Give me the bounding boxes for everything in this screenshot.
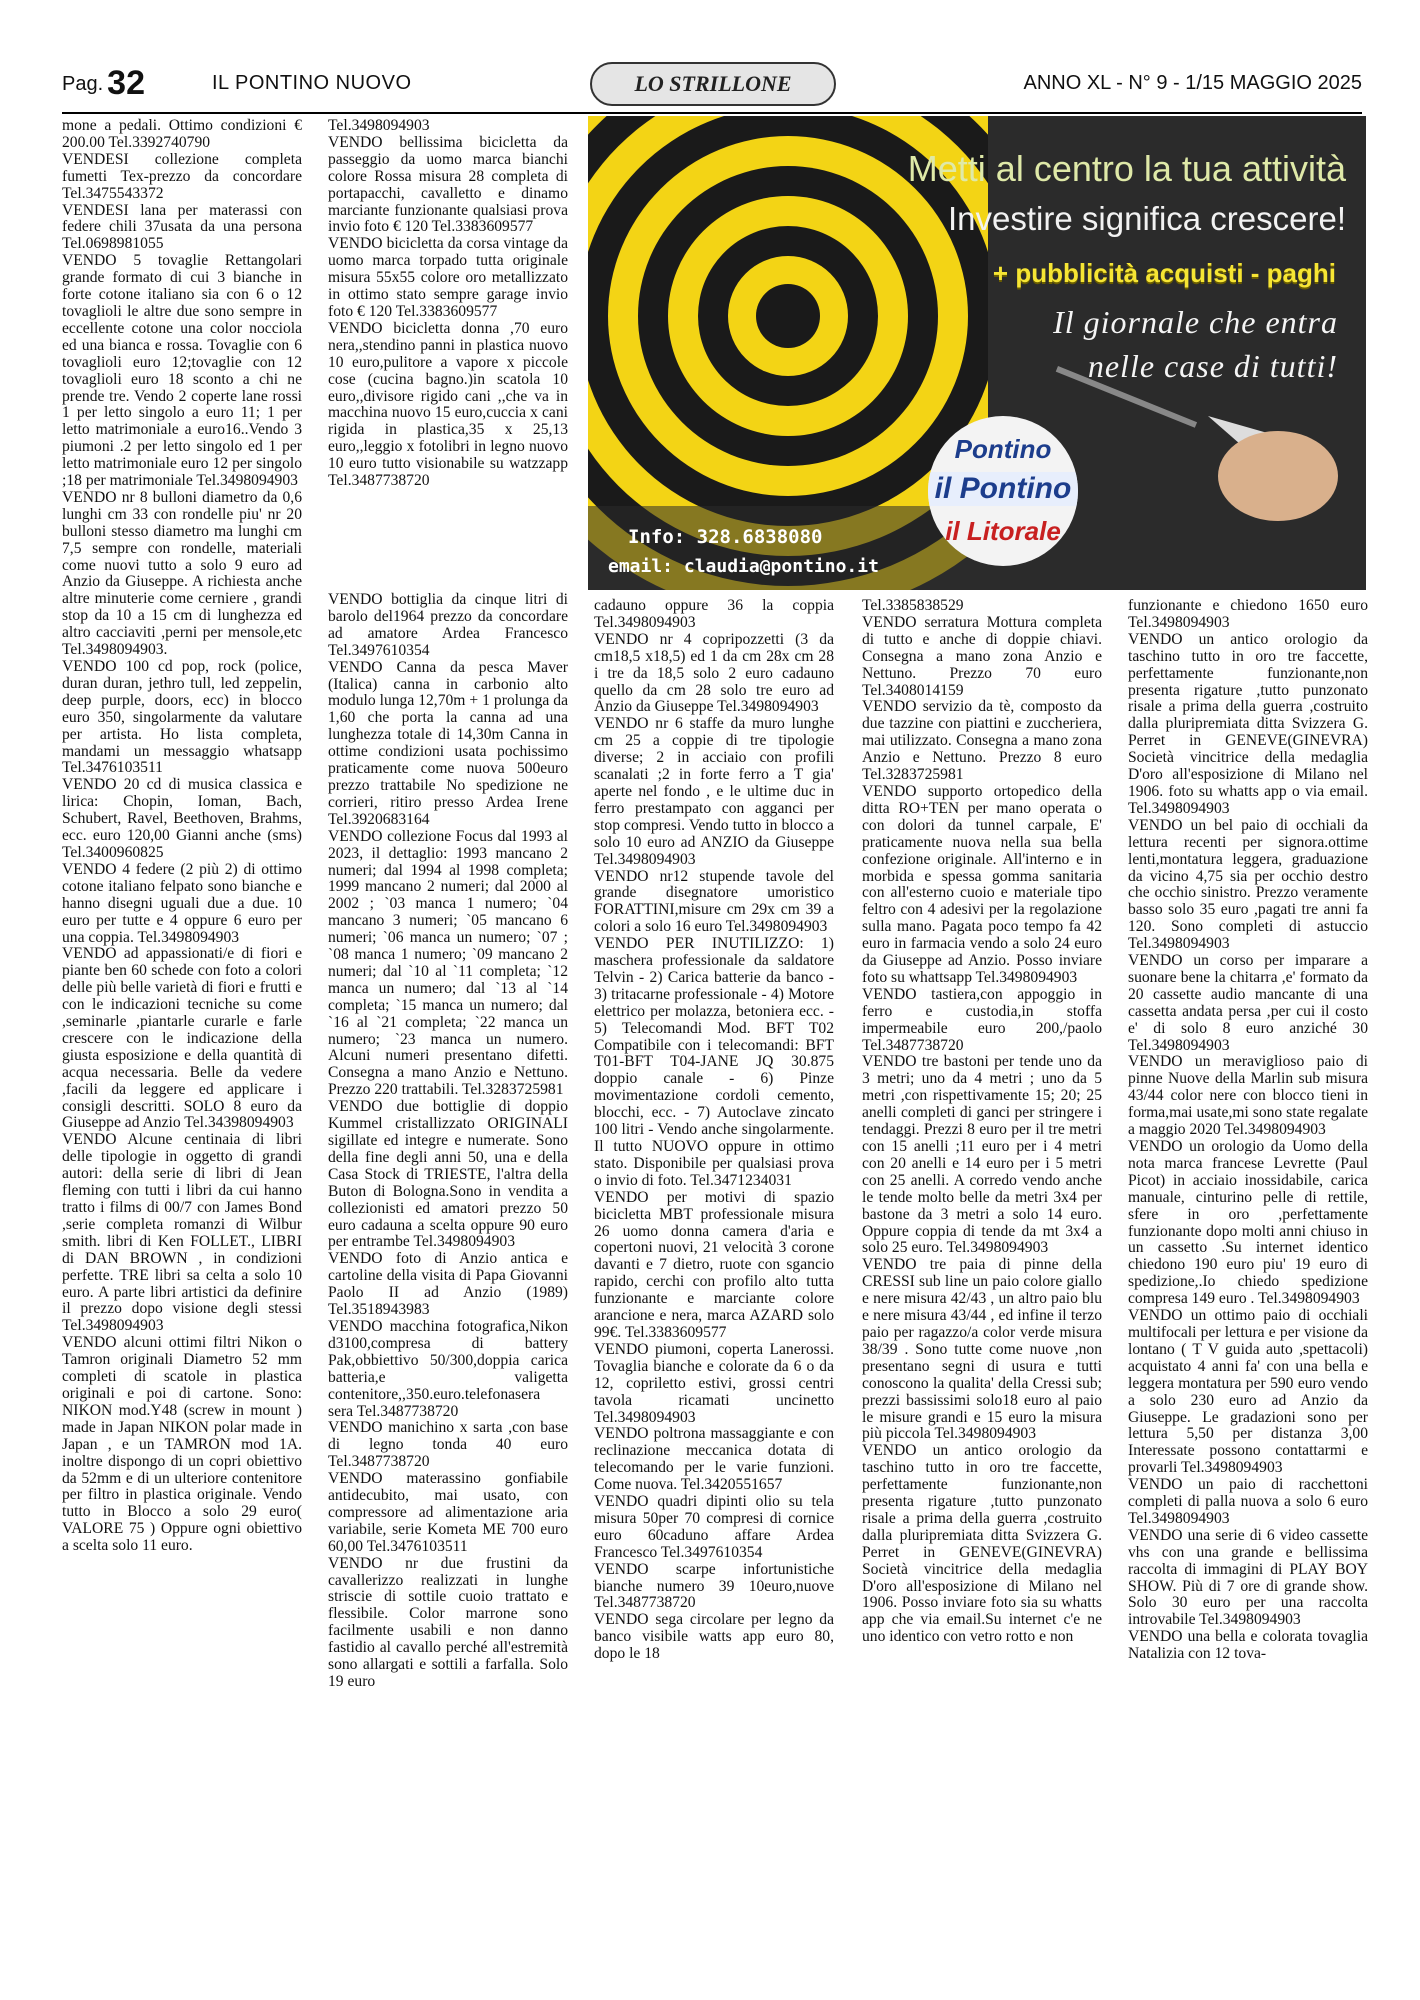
page-header: [62, 62, 1362, 108]
classified-column-5: funzionante e chiedono 1650 euro Tel.3498094903 VENDO un antico orologio da taschino tutto in oro tre faccette, perfettamente funzionante,non presenta rigature ,tutto punzonato risale a prima della guerra ,costruito dalla pluripremiata ditta Svizzera G. Perret in GENEVE(GINEVRA) Società vincitrice della medaglia D'oro all'esposizione di Milano nel 1906. foto su whatts app o via email. Tel.3498094903 VENDO un bel paio di occhiali da lettura recenti per signora.ottime lenti,montatura leggera, graduazione da vicino 4,75 sia per occhio destro che occhio sinistro. Prezzo veramente basso solo 35 euro ,pagati tre anni fa 120. Sono completi di astuccio Tel.3498094903 VENDO un corso per imparare a suonare bene la chitarra ,e' formato da 20 cassette audio mancante di una cassetta andata persa ,per cui il costo e' di solo 8 euro anziché 30 Tel.3498094903 VENDO un meraviglioso paio di pinne Nuove della Marlin sub misura 43/44 color nere con blocco tieni in forma,mai usate,mi sono state regalate a maggio 2020 Tel.3498094903 VENDO un orologio da Uomo della nota marca francese Levrette (Paul Picot) in acciaio inossidabile, carica manuale, cinturino pelle di rettile, sfere in oro ,perfettamente funzionante dopo molti anni chiuso in un cassetto .Su internet identico chiedono 190 euro piu' 19 euro di spedizione,.Io chiedo spedizione compresa 149 euro . Tel.3498094903 VENDO un ottimo paio di occhiali multifocali per lettura e per visione da lontano ( T V guida auto ,spettacoli) acquistato 4 anni fa' con una bella e leggera montatura per 590 euro vendo a solo 230 euro ad Anzio da Giuseppe. Le gradazioni sono per lettura 5,50 per distanza 3,00 Interessate possono contattarmi e provarli Tel.3498094903 VENDO un paio di racchettoni completi di palla nuova a solo 6 euro Tel.3498094903 VENDO una serie di 6 video cassette vhs con una grande e bellissima raccolta di immagini di PLAY BOY SHOW. Più di 7 ore di grande show. Solo 30 euro per una raccolta introvabile Tel.3498094903 VENDO una bella e colorata tovaglia Natalizia con 12 tova-: [1128, 598, 1368, 1663]
advertisement-banner: [588, 116, 1366, 590]
magazine-title-3: il Litorale: [945, 516, 1061, 546]
classified-column-3: cadauno oppure 36 la coppia Tel.3498094903 VENDO nr 4 copripozzetti (3 da cm18,5 x18,5) ed 1 da cm 28x cm 28 i tre da 18,5 solo 2 euro cadauno quello da cm 28 solo tre euro ad Anzio da Giuseppe Tel.3498094903 VENDO nr 6 staffe da muro lunghe cm 25 a coppie di tre tipologie diverse; 2 in acciaio con profili scanalati ;2 in forte ferro a T gia' aperte nel fondo , e le ultime duc in ferro prestampato con agganci per stop compresi. Vendo tutto in blocco a solo 10 euro ad ANZIO da Giuseppe Tel.3498094903 VENDO nr12 stupende tavole del grande disegnatore umoristico FORATTINI,misure cm 29x cm 39 a colori a solo 16 euro Tel.3498094903 VENDO PER INUTILIZZO: 1) maschera professionale da saldatore Telvin - 2) Carica batterie da banco - 3) tritacarne professionale - 4) Motore elettrico per molazza, betoniera ecc. - 5) Telecomandi Mod. BFT T02 Compatibile con i telecomandi: BFT T01-BFT T04-JANE JQ 30.875 doppio canale - 6) Pinze movimentazione cordoli cemento, blocchi, ecc. - 7) Autoclave zincato 100 litri - Vendo anche singolarmente. Il tutto NUOVO oppure in ottimo stato. Disponibile per qualsiasi prova o invio di foto. Tel.3471234031 VENDO per motivi di spazio bicicletta MBT professionale misura 26 uomo donna camera d'aria e copertoni nuovi, 21 velocità 3 corone davanti e 7 dietro, ruote con sgancio rapido, cerchi con profilo alto tutta funzionante e marciante colore arancione e nera, marca AZARD solo 99€. Tel.3383609577 VENDO piumoni, coperta Lanerossi. Tovaglia bianche e colorate da 6 o da 12, copriletto estivi, grossi centri tavola ricamati uncinetto Tel.3498094903 VENDO poltrona massaggiante e con reclinazione meccanica dotata di telecomando per le varie funzioni. Come nuova. Tel.3420551657 VENDO quadri dipinti olio su tela misura 50per 70 compresi di cornice euro 60caduno affare Ardea Francesco Tel.3497610354 VENDO scarpe infortunistiche bianche numero 39 10euro,nuove Tel.3487738720 VENDO sega circolare per legno da banco visibile watts app euro 80, dopo le 18: [594, 598, 834, 1663]
lo-strillone-logo: LO STRILLONE: [590, 62, 836, 106]
pag-label: Pag.: [62, 73, 104, 95]
magazine-covers-image: [928, 416, 1078, 566]
page-number-label: [62, 64, 149, 103]
issue-info: ANNO XL - N° 9 - 1/15 MAGGIO 2025: [1023, 72, 1362, 94]
classified-column-1: mone a pedali. Ottimo condizioni € 200.00 Tel.3392740790 VENDESI collezione completa fumetti Tex-prezzo da concordare Tel.3475543372 VENDESI lana per materassi con federe chili 37usata da una persona Tel.0698981055 VENDO 5 tovaglie Rettangolari grande formato di cui 3 bianche in forte cotone italiano sia con 6 o 12 tovaglioli le altre due sono sempre in eccellente cotone una color nocciola ed una bianca e rossa. Tovaglie con 6 tovaglioli euro 12;tovaglie con 12 tovaglioli euro 18 sconto a chi ne prende tre. Vendo 2 coperte lane rossi 1 per letto singolo a euro 11; 1 per letto matrimoniale a euro16..Vendo 3 piumoni .2 per letto singolo ed 1 per letto matrimoniale euro 12 per singolo ;18 per matrimoniale Tel.3498094903 VENDO nr 8 bulloni diametro da 0,6 lunghi cm 33 con rondelle piu' nr 20 bulloni stesso diametro ma lunghi cm 7,5 sempre con rondelle, materiali come nuovi tutto a solo 9 euro ad Anzio da Giuseppe. A richiesta anche altre minuterie come cerniere , grandi stop da 10 a 15 cm di lunghezza ed altro cacciaviti ,perni per mensole,etc Tel.3498094903. VENDO 100 cd pop, rock (police, duran duran, jethro tull, led zeppelin, deep purple, doors, ecc) in blocco euro 350, singolarmente da valutare per artista. Ho lista completa, mandami un messaggio whatsapp Tel.3476103511 VENDO 20 cd di musica classica e lirica: Chopin, Ioman, Bach, Schubert, Ravel, Beethoven, Brahms, ecc. euro 120,00 Gianni anche (sms) Tel.3400960825 VENDO 4 federe (2 più 2) di ottimo cotone italiano felpato sono bianche e hanno disegni uguali due a due. 10 euro per tutte e 4 oppure 6 euro per una coppia. Tel.3498094903 VENDO ad appassionati/e di fiori e piante ben 60 schede con foto a colori delle più belle varietà di fiori e frutti e con le indicazioni tecniche su come ,seminarle ,piantarle curarle e farle crescere con le indicazione della giusta esposizione e della quantità di acqua necessaria. Belle da vedere ,facili da leggere ed applicare i consigli descritti. SOLO 8 euro da Giuseppe ad Anzio Tel.34398094903 VENDO Alcune centinaia di libri delle tipologie in oggetto di grandi autori: della serie di libri di Jean fleming con tutti i libri da cui hanno tratto i films di 00/7 con James Bond ,serie completa romanzi di Wilbur smith. libri di Ken FOLLET., LIBRI di DAN BROWN , in condizioni perfette. TRE libri sa celta a solo 10 euro. A parte libri artistici da definire il prezzo dopo visione degli stessi Tel.3498094903 VENDO alcuni ottimi filtri Nikon o Tamron originali Diametro 52 mm completi di scatole in plastica originali e poi di cartone. Sono: NIKON mod.Y48 (screw in mount ) made in Japan NIKON polar made in Japan , e un TAMRON mod 1A. inoltre dispongo di un copri obiettivo da 52mm e di un ulteriore contenitore per filtro in plastica originale. Vendo tutto in Blocco a solo 29 euro( VALORE 75 ) Oppure ogni obiettivo a scelta solo 11 euro.: [62, 118, 302, 1555]
ad-subtitle: Investire significa crescere!: [948, 200, 1346, 237]
ad-title: Metti al centro la tua attività: [907, 148, 1346, 189]
ad-info-email: email: claudia@pontino.it: [608, 556, 879, 577]
ad-slogan-line-1: Il giornale che entra: [1053, 304, 1338, 340]
classified-column-2-bottom: VENDO bottiglia da cinque litri di barolo del1964 prezzo da concordare ad amatore Ardea Francesco Tel.3497610354 VENDO Canna da pesca Maver (Italica) canna in carbonio alto modulo lunga 12,70m + 1 prolunga da 1,60 che porta la canna ad una lunghezza totale di 14,30m Canna in ottime condizioni usata pochissimo praticamente come nuova 500euro prezzo trattabile No spedizione ne corrieri, ritiro presso Ardea Irene Tel.3920683164 VENDO collezione Focus dal 1993 al 2023, il dettaglio: 1993 mancano 2 numeri; dal 1994 al 1998 completa; 1999 mancano 2 numeri; dal 2000 al 2002 ; `03 manca 1 numero; `04 mancano 3 numeri; `05 mancano 6 numeri; `06 manca un numero; `07 ; `08 manca 1 numero; `09 mancano 2 numeri; dal `10 al `11 completa; `12 manca un numero; dal `13 al `14 completa; `15 manca un numero; dal `16 al `21 completa; `22 manca un numero; `23 manca un numero. Alcuni numeri presentano difetti. Consegna a mano Anzio e Nettuno. Prezzo 220 trattabili. Tel.3283725981 VENDO due bottiglie di doppio Kummel cristallizzato ORIGINALI sigillate ed integre e numerate. Sono della fine degli anni 50, una e della Casa Stock di TRIESTE, l'altra della Buton di Bologna.Sono in vendita a collezionisti ed amatori prezzo 50 euro cadauna a scelta oppure 90 euro per entrambe Tel.3498094903 VENDO foto di Anzio antica e cartoline della visita di Papa Giovanni Paolo II ad Anzio (1989) Tel.3518943983 VENDO macchina fotografica,Nikon d3100,compresa di battery Pak,obbiettivo 50/300,doppia carica batteria,e valigetta contenitore,,350.euro.telefonasera sera Tel.3487738720 VENDO manichino x sarta ,con base di legno tonda 40 euro Tel.3487738720 VENDO materassino gonfiabile antidecubito, mai usato, con compressore ad alimentazione aria variabile, serie Kometa ME 700 euro 60,00 Tel.3476103511 VENDO nr due frustini da cavallerizzo realizzati in lunghe striscie di sottile cuoio trattato e flessibile. Color marrone sono facilmente usabili e non danno fastidio al cavallo perché all'estremità sono allargati e sottili a farfalla. Solo 19 euro: [328, 592, 568, 1690]
classified-column-4: Tel.3385838529 VENDO serratura Mottura completa di tutto e anche di doppie chiavi. Consegna a mano zona Anzio e Nettuno. Prezzo 70 euro Tel.3408014159 VENDO servizio da tè, composto da due tazzine con piattini e zuccheriera, mai utilizzato. Consegna a mano zona Anzio e Nettuno. Prezzo 8 euro Tel.3283725981 VENDO supporto ortopedico della ditta RO+TEN per mano operata o con dolori da tunnel carpale, E' praticamente nuova nella sua bella confezione originale. All'interno e in morbida e spessa gomma sanitaria con all'esterno cuoio e materiale tipo feltro con 4 adesivi per la regolazione sulla mano. Pagata poco tempo fa 42 euro in farmacia vendo a solo 24 euro da Giuseppe ad Anzio. Posso inviare foto su whattsapp Tel.3498094903 VENDO tastiera,con appoggio in ferro e custodia,in stoffa impermeabile euro 200,/paolo Tel.3487738720 VENDO tre bastoni per tende uno da 3 metri; uno da 4 metri ; uno da 5 metri ,con rispettivamente 15; 20; 25 anelli completi di ganci per stringere i tendaggi. Prezzi 8 euro per il tre metri con 15 anelli ;11 euro per i 4 metri con 20 anelli e 14 euro per i 5 metri con 25 anelli. A corredo vendo anche le tende molto belle da metri 3x4 per bastone da 3 metri a solo 14 euro. Oppure coppia di tende da mt 3x4 a solo 25 euro. Tel.3498094903 VENDO tre paia di pinne della CRESSI sub line un paio colore giallo e nere misura 42/43 , un altro paio blu e nere misura 43/44 , ed infine il terzo paio per ragazzo/a color verde misura 38/39 . Sono tutte come nuove ,non presentano segni di usura e tutti conoscono la qualita' della Cressi sub; prezzi bassissimi solo18 euro al paio le misure grandi e 15 euro la misura più piccola Tel.3498094903 VENDO un antico orologio da taschino tutto in oro tre faccette, perfettamente funzionante,non presenta rigature ,tutto punzonato risale a prima della guerra ,costruito dalla pluripremiata ditta Svizzera G. Perret in GENEVE(GINEVRA) Società vincitrice della medaglia D'oro all'esposizione di Milano nel 1906. Posso inviare foto sia su whatts app che via email.Su internet c'e ne uno identico con vetro rotto e non: [862, 598, 1102, 1646]
header-rule: [62, 112, 1362, 114]
ad-info-phone: Info: 328.6838080: [628, 526, 823, 548]
publication-name: IL PONTINO NUOVO: [212, 72, 412, 94]
ad-slogan-line-2: nelle case di tutti!: [1087, 348, 1338, 384]
page-number: 32: [107, 64, 145, 102]
ad-promo: + pubblicità acquisti - paghi: [992, 258, 1336, 288]
magazine-title-1: Pontino: [954, 434, 1052, 464]
magazine-title-2: il Pontino: [928, 472, 1078, 506]
classified-column-2-top: Tel.3498094903 VENDO bellissima bicicletta da passeggio da uomo marca bianchi colore Rossa misura 28 completa di portapacchi, cavalletto e dinamo marciante funzionante qualsiasi prova invio foto € 120 Tel.3383609577 VENDO bicicletta da corsa vintage da uomo marca torpado tutta originale misura 55x55 colore oro metallizzato in ottimo stato sempre garage invio foto € 120 Tel.3383609577 VENDO bicicletta donna ,70 euro nera,,stendino panni in plastica nuovo 10 euro,pulitore a vapore x piccole cose (cucina bagno.)in scatola 10 euro,,divisore rigido cani ,,che va in macchina nuovo 15 euro,cuccia x cani rigida in plastica,35 x 25,13 euro,,leggio x fotolibri in legno nuovo 10 euro tutto visionabile su watzzapp Tel.3487738720: [328, 118, 568, 490]
